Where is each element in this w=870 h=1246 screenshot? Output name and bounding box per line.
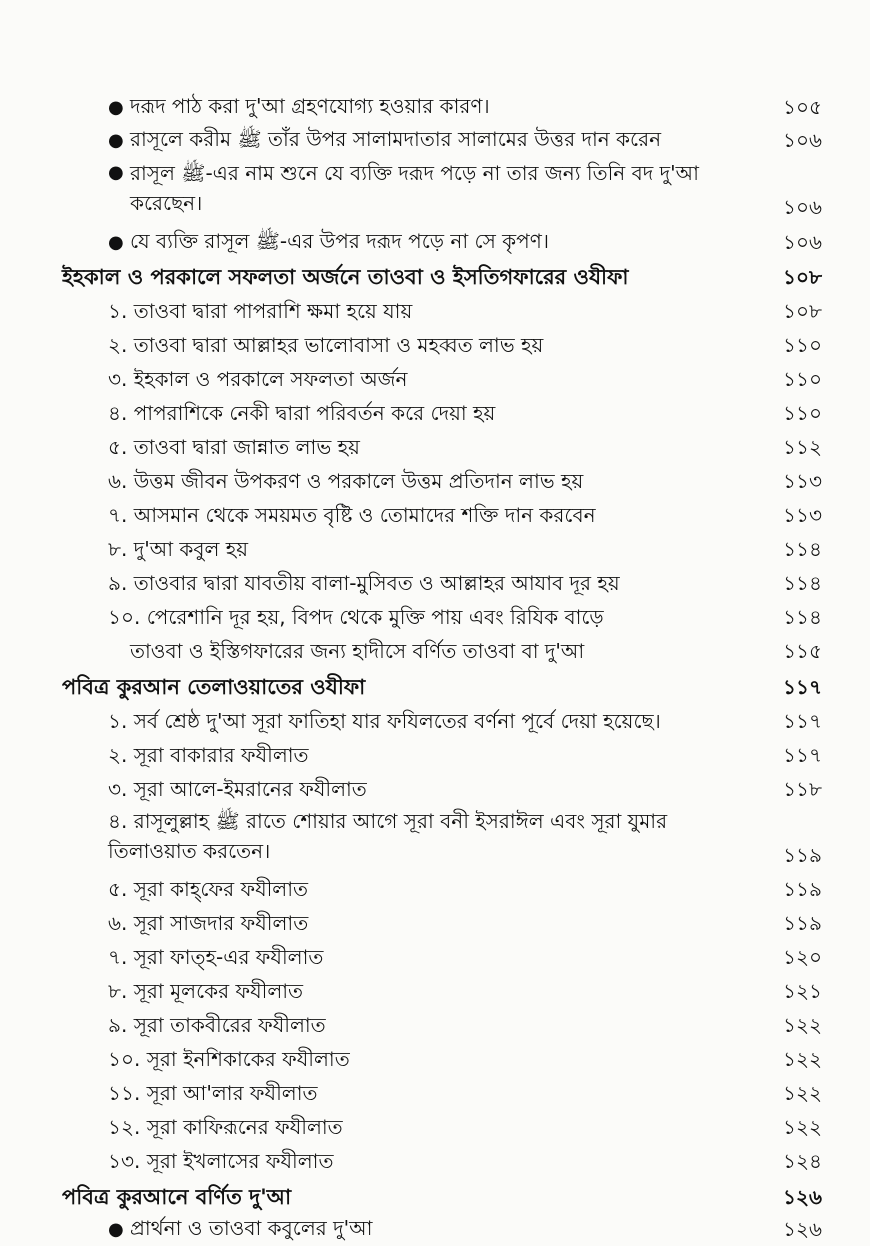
bullet-icon: ● [108,130,124,151]
toc-entry [0,806,870,870]
bullet-icon: ● [108,162,124,183]
entry-title: ৮. সূরা মূলকের ফযীলাত [108,979,304,1003]
section-title: পবিত্র কুরআন তেলাওয়াতের ওযীফা [62,675,366,699]
toc-entry [0,634,870,668]
page-number: ১১৯ [783,877,822,901]
page-number: ১২২ [783,1115,822,1139]
page-number: ১১৩ [783,469,822,493]
toc-entry [0,225,870,259]
page-number: ১১৫ [783,639,822,663]
entry-title: ১২. সূরা কাফিরূনের ফযীলাত [108,1115,343,1139]
toc-entry [0,294,870,328]
toc-entry [0,1110,870,1144]
toc-entry [0,704,870,738]
entry-title: ১৩. সূরা ইখলাসের ফযীলাত [108,1149,334,1173]
page-number: ১১৯ [783,843,822,867]
page-number: ১১৯ [783,911,822,935]
page-number: ১১০ [783,401,822,425]
bullet-icon: ● [108,97,124,118]
page-number: ১২৪ [783,1149,822,1173]
page-number: ১১০ [783,333,822,357]
toc-entry [0,974,870,1008]
toc-entry [0,123,870,157]
page-number: ১০৬ [783,128,822,152]
toc-entry [0,158,870,222]
entry-title: ৫. সূরা কাহ্‌ফের ফযীলাত [108,877,309,901]
toc-entry [0,1144,870,1178]
toc-entry [0,906,870,940]
bullet-icon: ● [108,1219,124,1240]
toc-entry [0,498,870,532]
page-number: ১০৮ [783,265,822,289]
page-number: ১২২ [783,1013,822,1037]
entry-title: ৮. দু'আ কবুল হয় [108,537,249,561]
page-number: ১২১ [783,979,822,1003]
page-number: ১১৪ [783,605,822,629]
toc-entry [0,464,870,498]
page-number: ১১৪ [783,537,822,561]
entry-title: ১. সর্ব শ্রেষ্ঠ দু'আ সূরা ফাতিহা যার ফযিলতের বর্ণনা পূর্বে দেয়া হয়েছে। [108,709,661,733]
page-number: ১১৭ [783,709,822,733]
entry-title: ১০. সূরা ইনশিকাকের ফযীলাত [108,1047,350,1071]
entry-title: ৩. ইহকাল ও পরকালে সফলতা অর্জন [108,367,408,391]
toc-entry [0,566,870,600]
section-title: ইহকাল ও পরকালে সফলতা অর্জনে তাওবা ও ইসতিগফারের ওযীফা [62,265,629,289]
entry-title: ১. তাওবা দ্বারা পাপরাশি ক্ষমা হয়ে যায় [108,299,413,323]
toc-entry [0,328,870,362]
toc-entry [0,1042,870,1076]
entry-title: ৯. তাওবার দ্বারা যাবতীয় বালা-মুসিবত ও আল্লাহর আযাব দূর হয় [108,571,620,595]
entry-title: রাসূলে করীম ﷺ তাঁর উপর সালামদাতার সালামের উত্তর দান করেন [130,127,662,151]
toc-entry [0,1008,870,1042]
entry-title: ৪. পাপরাশিকে নেকী দ্বারা পরিবর্তন করে দেয়া হয় [108,401,496,425]
toc-entry [0,772,870,806]
page-number: ১২২ [783,1047,822,1071]
toc-entry [0,940,870,974]
entry-title: ৯. সূরা তাকবীরের ফযীলাত [108,1013,326,1037]
page-number: ১০৬ [783,230,822,254]
entry-title: ২. সূরা বাকারার ফযীলাত [108,743,309,767]
page-number: ১১৭ [783,743,822,767]
toc-entry [0,362,870,396]
entry-title: প্রার্থনা ও তাওবা কবুলের দু'আ [130,1216,373,1240]
page-number: ১০৫ [783,95,822,119]
entry-title: ৬. উত্তম জীবন উপকরণ ও পরকালে উত্তম প্রতিদান লাভ হয় [108,469,584,493]
toc-entry [0,872,870,906]
entry-title: ৫. তাওবা দ্বারা জান্নাত লাভ হয় [108,435,360,459]
entry-title: ৪. রাসূলুল্লাহ ﷺ রাতে শোয়ার আগে সূরা বনী ইসরাঈল এবং সূরা যুমার তিলাওয়াত করতেন। [108,809,668,863]
entry-title: ১১. সূরা আ'লার ফযীলাত [108,1081,318,1105]
page-number: ১২০ [783,945,822,969]
page-number: ১০৬ [783,195,822,219]
toc-entry [0,738,870,772]
page-number: ১১২ [783,435,822,459]
toc-section-heading [0,1180,870,1214]
page-number: ১১৭ [783,675,822,699]
page-number: ১১৪ [783,571,822,595]
toc-entry [0,1076,870,1110]
toc-entry [0,600,870,634]
entry-title: ৩. সূরা আলে-ইমরানের ফযীলাত [108,777,367,801]
entry-title: রাসূল ﷺ-এর নাম শুনে যে ব্যক্তি দরূদ পড়ে না তার জন্য তিনি বদ দু'আ করেছেন। [130,161,699,215]
toc-section-heading [0,260,870,294]
toc-section-heading [0,670,870,704]
page-number: ১১৩ [783,503,822,527]
entry-title: ৭. আসমান থেকে সময়মত বৃষ্টি ও তোমাদের শক্তি দান করবেন [108,503,596,527]
toc-entry [0,396,870,430]
entry-title: ৬. সূরা সাজদার ফযীলাত [108,911,309,935]
bullet-icon: ● [108,232,124,253]
page-number: ১০৮ [783,299,822,323]
entry-title: দরূদ পাঠ করা দু'আ গ্রহণযোগ্য হওয়ার কারণ। [130,94,490,118]
entry-title: যে ব্যক্তি রাসূল ﷺ-এর উপর দরূদ পড়ে না সে কৃপণ। [130,229,549,253]
page-number: ১১০ [783,367,822,391]
entry-title: তাওবা ও ইস্তিগফারের জন্য হাদীসে বর্ণিত তাওবা বা দু'আ [130,639,585,663]
page-number: ১২২ [783,1081,822,1105]
page-number: ১২৬ [783,1185,822,1209]
page-number: ১২৬ [783,1217,822,1241]
entry-title: ৭. সূরা ফাত্‌হ-এর ফযীলাত [108,945,324,969]
entry-title: ২. তাওবা দ্বারা আল্লাহর ভালোবাসা ও মহব্বত লাভ হয় [108,333,544,357]
toc-entry [0,532,870,566]
page-number: ১১৮ [783,777,822,801]
section-title: পবিত্র কুরআনে বর্ণিত দু'আ [62,1185,292,1209]
toc-entry [0,90,870,124]
entry-title: ১০. পেরেশানি দূর হয়, বিপদ থেকে মুক্তি পায় এবং রিযিক বাড়ে [108,605,604,629]
toc-entry [0,430,870,464]
toc-entry [0,1212,870,1246]
